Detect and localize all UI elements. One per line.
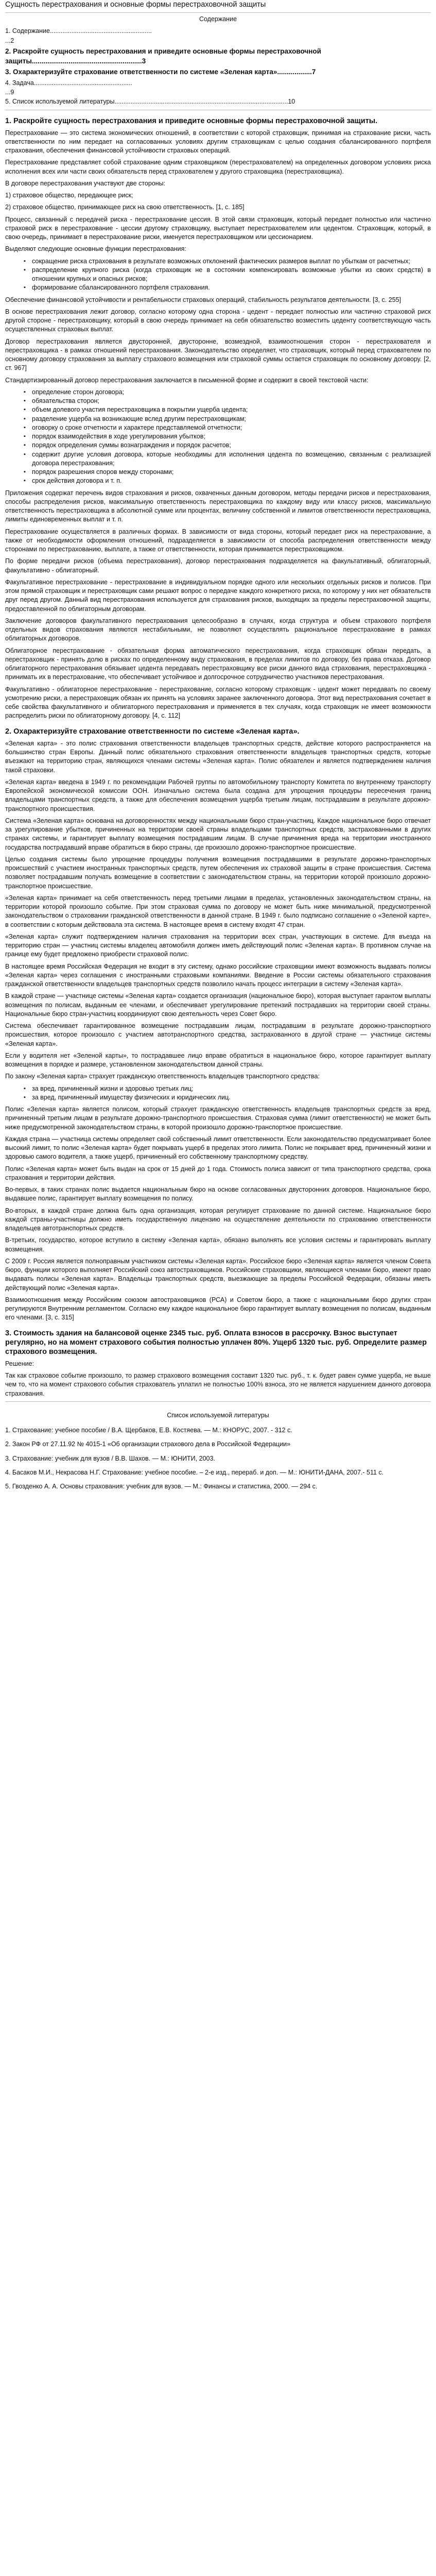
document-title: Сущность перестрахования и основные формы перестраховочной защиты	[5, 1, 266, 9]
coverage-list	[5, 1084, 431, 1103]
toc-line: 4. Задача.......................................................	[5, 79, 132, 87]
toc-item: 3. Охарактеризуйте страхование ответственности по системе «Зеленая карта»..................7	[5, 68, 316, 76]
paragraph: Перестрахование представляет собой страхование одним страховщиком (перестрахователем) на определенных договором условиях риска исполнения всех или части своих обязательств перед страхователем у другого страховщика (перестраховщика).	[5, 159, 431, 175]
section-reinsurance	[5, 116, 431, 721]
section-green-card	[5, 727, 431, 1323]
paragraph: Перестрахование осуществляется в различных формах. В зависимости от вида стороны, который передает риск на перестрахование, а также от необходимости оформления отношений, подразделяется в зависимости от способа распределения ответственности между сторонами по перестрахованию, выплате, а также от ответственности, которая принимается перестраховщиком.	[5, 528, 431, 553]
paragraph: В-третьих, государство, которое вступило в систему «Зеленая карта», обязано выполнять все условия системы и гарантировать выплату возмещения.	[5, 1236, 431, 1253]
list-item: 4. Басаков М.И., Некрасова Н.Г. Страхование: учебное пособие. – 2-е изд., перераб. и доп. — М.: ЮНИТИ-ДАНА, 2007.- 511 с.	[5, 1468, 384, 1476]
paragraph: В договоре перестрахования участвуют две стороны:	[5, 179, 166, 187]
divider	[5, 1401, 431, 1402]
paragraph: Система «Зеленая карта» основана на договоренностях между национальными бюро стран-участниц. Каждое национальное бюро отвечает за урегулирование убытков, причиненных на территории своей страны владельцами транспортных средств, застрахованными в других странах системы, и гарантирует выплату возмещения пострадавшим лицам. В случае причинения вреда на территории иностранного государства пострадавший вправе обратиться в бюро страны, где произошло дорожно-транспортное происшествие.	[5, 817, 431, 851]
paragraph: Во-первых, в таких странах полис выдается национальным бюро на основе согласованных двусторонних договоров. Национальное бюро, выдавшее полис, гарантирует выплату возмещения по полису.	[5, 1186, 431, 1202]
list-item: ▪ разделение ущерба на возникающие вслед другим перестраховщикам;	[32, 415, 431, 423]
toc-line: ...2	[5, 37, 14, 44]
paragraph: Факультативно - облигаторное перестрахование - перестрахование, согласно которому страховщик - цедент может передавать по своему усмотрению риски, а перестраховщик обязан их принять на условиях заранее заключенного договора. Этот вид перестрахования сочетает в себе свойства факультативного и облигаторного перестрахования и применяется в тех случаях, когда страховщик не имеет возможности распределить риски по облигаторному договору. [4, с. 112]	[5, 685, 431, 720]
paragraph: Стандартизированный договор перестрахования заключается в письменной форме и содержит в своей текстовой части:	[5, 376, 369, 384]
paragraph: «Зеленая карта» принимает на себя ответственность перед третьими лицами в пределах, установленных законодательством страны, на территории которой произошло событие. При этом страховая сумма по договору не может быть ниже минимальной, предусмотренной законодательством о страховании гражданской ответственности в данной стране. В 1949 г. было подписано соглашение о «Зеленой карте», в соответствии с которым действовала эта система. В настоящее время в систему входят 47 стран.	[5, 894, 431, 928]
section-heading: 3. Стоимость здания на балансовой оценке 2345 тыс. руб. Оплата взносов в рассрочку. Взнос выступает регулярно, но на момент страхового события полностью уплачен 80%. Ущерб 1320 тыс. руб. Определите размер страхового возмещения.	[5, 1329, 427, 1356]
literature-heading: Список используемой литературы	[167, 1411, 269, 1419]
list-item: ▪ порядок разрешения споров между сторонами;	[32, 468, 431, 477]
list-item: 5. Гвозденко А. А. Основы страхования: учебник для вузов. — М.: Финансы и статистика, 2000. — 294 с.	[5, 1483, 318, 1490]
paragraph: Во-вторых, в каждой стране должна быть одна организация, которая регулирует страхование по данной системе. Национальное бюро каждой страны-участницы должно иметь государственную лицензию на осуществление деятельности по страхованию ответственности владельцев автотранспортных средств.	[5, 1207, 431, 1232]
list-item: ▪ содержит другие условия договора, которые необходимы для исполнения цедента по возмещению, связанным с реализацией договора перестрахования;	[32, 450, 431, 468]
table-of-contents	[5, 15, 431, 106]
list-item: ▪ сокращение риска страхования в результате возможных отклонений фактических размеров выплат по убыткам от расчетных;	[32, 257, 431, 266]
paragraph: Каждая страна — участница системы определяет свой собственный лимит ответственности. Если законодательство предусматривает более высокий лимит, то полис «Зеленая карта» будет покрывать ущерб в пределах этого лимита. Полис не покрывает вред, причиненный жизни и здоровью самого водителя, а также ущерб, причиненный его собственному транспортному средству.	[5, 1135, 431, 1161]
toc-item: 2. Раскройте сущность перестрахования и приведите основные формы перестраховочной защиты.........................................................3	[5, 47, 321, 65]
toc-line: 1. Содержание.........................................................	[5, 27, 152, 35]
paragraph: Если у водителя нет «Зеленой карты», то пострадавшее лицо вправе обратиться в национальное бюро, которое гарантирует выплату возмещения в порядке и размере, установленном законодательством данной страны.	[5, 1052, 431, 1068]
list-item: ▪ объем долевого участия перестраховщика в покрытии ущерба цедента;	[32, 405, 431, 414]
list-item: ▪ распределение крупного риска (когда страховщик не в состоянии компенсировать возможные убытки из своих средств) в отношении крупных и опасных рисков;	[32, 266, 431, 284]
paragraph: 2) страховое общество, принимающее риск на свою ответственность. [1, с. 185]	[5, 204, 245, 211]
paragraph: Заключение договоров факультативного перестрахования целесообразно в случаях, когда структура и объем страхового портфеля отдельных видов страхования являются нестабильными, не позволяют осуществлять рациональное перестрахование в рамках облигаторных договоров.	[5, 617, 431, 642]
list-item: ▪ формирование сбалансированного портфеля страхования.	[32, 283, 431, 292]
list-item: ▪ определение сторон договора;	[32, 388, 431, 397]
paragraph: Полис «Зеленая карта» является полисом, который страхует гражданскую ответственность владельцев транспортных средств за вред, причиненный третьим лицам в результате дорожно-транспортного происшествия. Страховая сумма (лимит ответственности) не может быть ниже предусмотренной законодательством страны, в которой произошло дорожно-транспортное происшествие.	[5, 1106, 431, 1131]
list-item: 3. Страхование: учебник для вузов / В.В. Шахов. — М.: ЮНИТИ, 2003.	[5, 1454, 215, 1462]
contract-items-list	[5, 388, 431, 486]
list-item: ▪ за вред, причиненный жизни и здоровью третьих лиц;	[32, 1084, 431, 1093]
paragraph: Система обеспечивает гарантированное возмещение пострадавшим лицам, пострадавшим в результате дорожно-транспортного происшествия, которое произошло с участием автотранспортного средства, застрахованного в другой стране — участнице системы «Зеленая карта».	[5, 1022, 431, 1047]
section-heading: 2. Охарактеризуйте страхование ответственности по системе «Зеленая карта».	[5, 727, 300, 736]
literature-list	[5, 1426, 431, 1491]
section-literature	[5, 1411, 431, 1492]
paragraph: Так как страховое событие произошло, то размер страхового возмещения составит 1320 тыс. руб., т. к. будет равен сумме ущерба, не выше чем то, что на момент страхового события страхователь уплатил не полностью 100% взноса, это не является нарушением данного договора страхования.	[5, 1372, 431, 1397]
toc-line: 5. Список используемой литературы.................................................................................................10	[5, 98, 295, 106]
paragraph: «Зеленая карта» - это полис страхования ответственности владельцев транспортных средств, действие которого распространяется на большинство стран Европы. Данный полис обязательного страхования ответственности владельцев транспортных средств, которые въезжают на территорию стран, являющихся членами системы «Зеленая карта». Полис обязателен и является подтверждением наличия такой страховки.	[5, 739, 431, 774]
section-heading: 1. Раскройте сущность перестрахования и приведите основные формы перестраховочной защиты.	[5, 116, 378, 125]
paragraph: По закону «Зеленая карта» страхует гражданскую ответственность владельцев транспортного средства:	[5, 1073, 320, 1080]
paragraph: В основе перестрахования лежит договор, согласно которому одна сторона - цедент - передает полностью или частично страховой риск другой стороне - перестраховщику, который в свою очередь принимает на себя обязательство возместить цеденту соответствующую часть осуществленных страховых выплат.	[5, 308, 431, 333]
list-item: ▪ порядок взаимодействия в ходе урегулирования убытков;	[32, 432, 431, 441]
toc-line: ...9	[5, 89, 14, 96]
paragraph: В настоящее время Российская Федерация не входит в эту систему, однако российские страховщики имеют возможность выдавать полисы «Зеленая карта» через соглашения с иностранными страховыми компаниями. Введение в России системы обязательного страхования гражданской ответственности владельцев транспортных средств позволило начать процесс интеграции в систему «Зеленая карта».	[5, 962, 431, 988]
paragraph: В каждой стране — участнице системы «Зеленая карта» создается организация (национальное бюро), которая выступает гарантом выплаты возмещения по полисам, выданным ее членами, и обеспечивает урегулирование претензий пострадавших на территории своей страны. Национальные бюро стран-участниц координируют свою деятельность через Совет бюро.	[5, 992, 431, 1018]
paragraph: Приложения содержат перечень видов страхования и рисков, охваченных данным договором, методы передачи рисков и перестрахования, способы распределения рисков, максимальную ответственность перестраховщика по каждому виду или классу рисков, максимальную ответственность перестраховщика в абсолютной сумме или процентах, величину собственной и лимитов ответственности перестраховщика, лимиты единовременных выплат и т. п.	[5, 489, 431, 523]
paragraph: Обеспечение финансовой устойчивости и рентабельности страховых операций, стабильность результатов деятельности. [3, с. 255]	[5, 296, 402, 303]
paragraph: «Зеленая карта» служит подтверждением наличия страхования на территории всех стран, участвующих в системе. Для въезда на территорию стран — участниц системы владелец автомобиля должен иметь действующий полис «Зеленая карта». В противном случае на границе ему будет предложено приобрести страховой полис.	[5, 933, 431, 958]
list-item: 1. Страхование: учебное пособие / В.А. Щербаков, Е.В. Костяева. — М.: КНОРУС, 2007. - 312 с.	[5, 1427, 292, 1434]
paragraph: 1) страховое общество, передающее риск;	[5, 192, 133, 199]
list-item: ▪ оговорку о сроке отчетности и характере представляемой отчетности;	[32, 423, 431, 432]
list-item: ▪ обязательства сторон;	[32, 397, 431, 405]
list-item: ▪ порядок определения суммы вознаграждения и порядок расчетов;	[32, 441, 431, 450]
paragraph: Облигаторное перестрахование - обязательная форма автоматического перестрахования, когда страховщик обязан передать, а перестраховщик - принять долю в рисках по определенному виду страхования, в пределах лимитов по договору, без права отказа. Договор облигаторного перестрахования обязывает цедента передавать перестраховщику все риски данного вида страхования, перестраховщика - принимать их в перестрахование, что обеспечивает устойчивое и долгосрочное сотрудничество участников перестрахования.	[5, 647, 431, 681]
section-task	[5, 1329, 431, 1398]
toc-heading: Содержание	[199, 15, 237, 23]
paragraph: Взаимоотношения между Российским союзом автостраховщиков (РСА) и Советом бюро, а также с национальными бюро других стран регулируются Внутренним регламентом. Согласно ему каждое национальное бюро гарантирует выплату возмещения по полисам, выданным его членами. [3, с. 315]	[5, 1296, 431, 1321]
paragraph: Решение:	[5, 1360, 34, 1367]
list-item: 2. Закон РФ от 27.11.92 № 4015-1 «Об организации страхового дела в Российской Федерации»	[5, 1440, 291, 1448]
paragraph: Полис «Зеленая карта» может быть выдан на срок от 15 дней до 1 года. Стоимость полиса зависит от типа транспортного средства, срока страхования и территории действия.	[5, 1165, 431, 1181]
paragraph: Процесс, связанный с передачей риска - перестрахование цессия. В этой связи страховщик, который передает полностью или частично страховой риск в перестрахование - цессии другому страховщику, выступает перестрахователем или цедентом. Страховщик, который, в свою очередь, принимает в перестрахование риски, именуется перестраховщиком или цессионарием.	[5, 215, 431, 241]
list-item: ▪ срок действия договора и т. п.	[32, 477, 431, 485]
paragraph: По форме передачи рисков (объема перестрахования), договор перестрахования подразделяется на факультативный, облигаторный, факультативно - облигаторный.	[5, 557, 431, 574]
paragraph: Договор перестрахования является двусторонней, двусторонне, возмездной, взаимоотношения сторон - перестрахователя и перестраховщика - в рамках отношений перестрахования. Законодательство определяет, что страховщик, который перед страхователем по основному договору страхования за выплату страхового возмещения или страховой суммы остается страховщик по основному договору. [2, ст. 967]	[5, 337, 431, 372]
functions-list	[5, 257, 431, 293]
paragraph: Перестрахование — это система экономических отношений, в соответствии с которой страховщик, принимая на страхование риски, часть ответственности по ним передает на согласованных условиях другим страховщикам с целью создания сбалансированного портфеля страхования, обеспечения финансовой устойчивости страховых операций.	[5, 129, 431, 155]
divider	[5, 12, 431, 13]
list-item: ▪ за вред, причиненный имуществу физических и юридических лиц.	[32, 1093, 431, 1102]
paragraph: «Зеленая карта» введена в 1949 г. по рекомендации Рабочей группы по автомобильному транспорту Комитета по внутреннему транспорту Европейской экономической комиссии ООН. Изначально система была создана для упрощения процедуры пересечения границ владельцами транспортных средств, а также для обеспечения возмещения ущерба третьим лицам, пострадавшим в результате дорожно-транспортного происшествия.	[5, 778, 431, 812]
paragraph: С 2009 г. Россия является полноправным участником системы «Зеленая карта». Российское бюро «Зеленая карта» является членом Совета бюро, функции которого выполняет Российский союз автостраховщиков. Российские страховщики, являющиеся членами бюро, имеют право выдавать полисы «Зеленая карта». Владельцы транспортных средств, выезжающие за пределы Российской Федерации, обязаны иметь действующий полис «Зеленая карта».	[5, 1257, 431, 1292]
paragraph: Целью создания системы было упрощение процедуры получения возмещения пострадавшими в результате дорожно-транспортных происшествий с участием иностранных транспортных средств, путем обеспечения их страховой защиты в стране происшествия. Система позволяет пострадавшим получать возмещение в соответствии с законодательством страны, на территории которой произошло дорожно-транспортное происшествие.	[5, 855, 431, 890]
paragraph: Выделяют следующие основные функции перестрахования:	[5, 245, 186, 253]
paragraph: Факультативное перестрахование - перестрахование в индивидуальном порядке одного или нескольких отдельных рисков и полисов. При этом прямой страховщик и перестраховщик сами решают вопрос о передаче каждого конкретного риска, по которому у них нет обязательств друг перед другом. Данный вид перестрахования используется для страхования рисков, выходящих за пределы перестраховочной защиты, предоставленной по облигаторным договорам.	[5, 578, 431, 613]
